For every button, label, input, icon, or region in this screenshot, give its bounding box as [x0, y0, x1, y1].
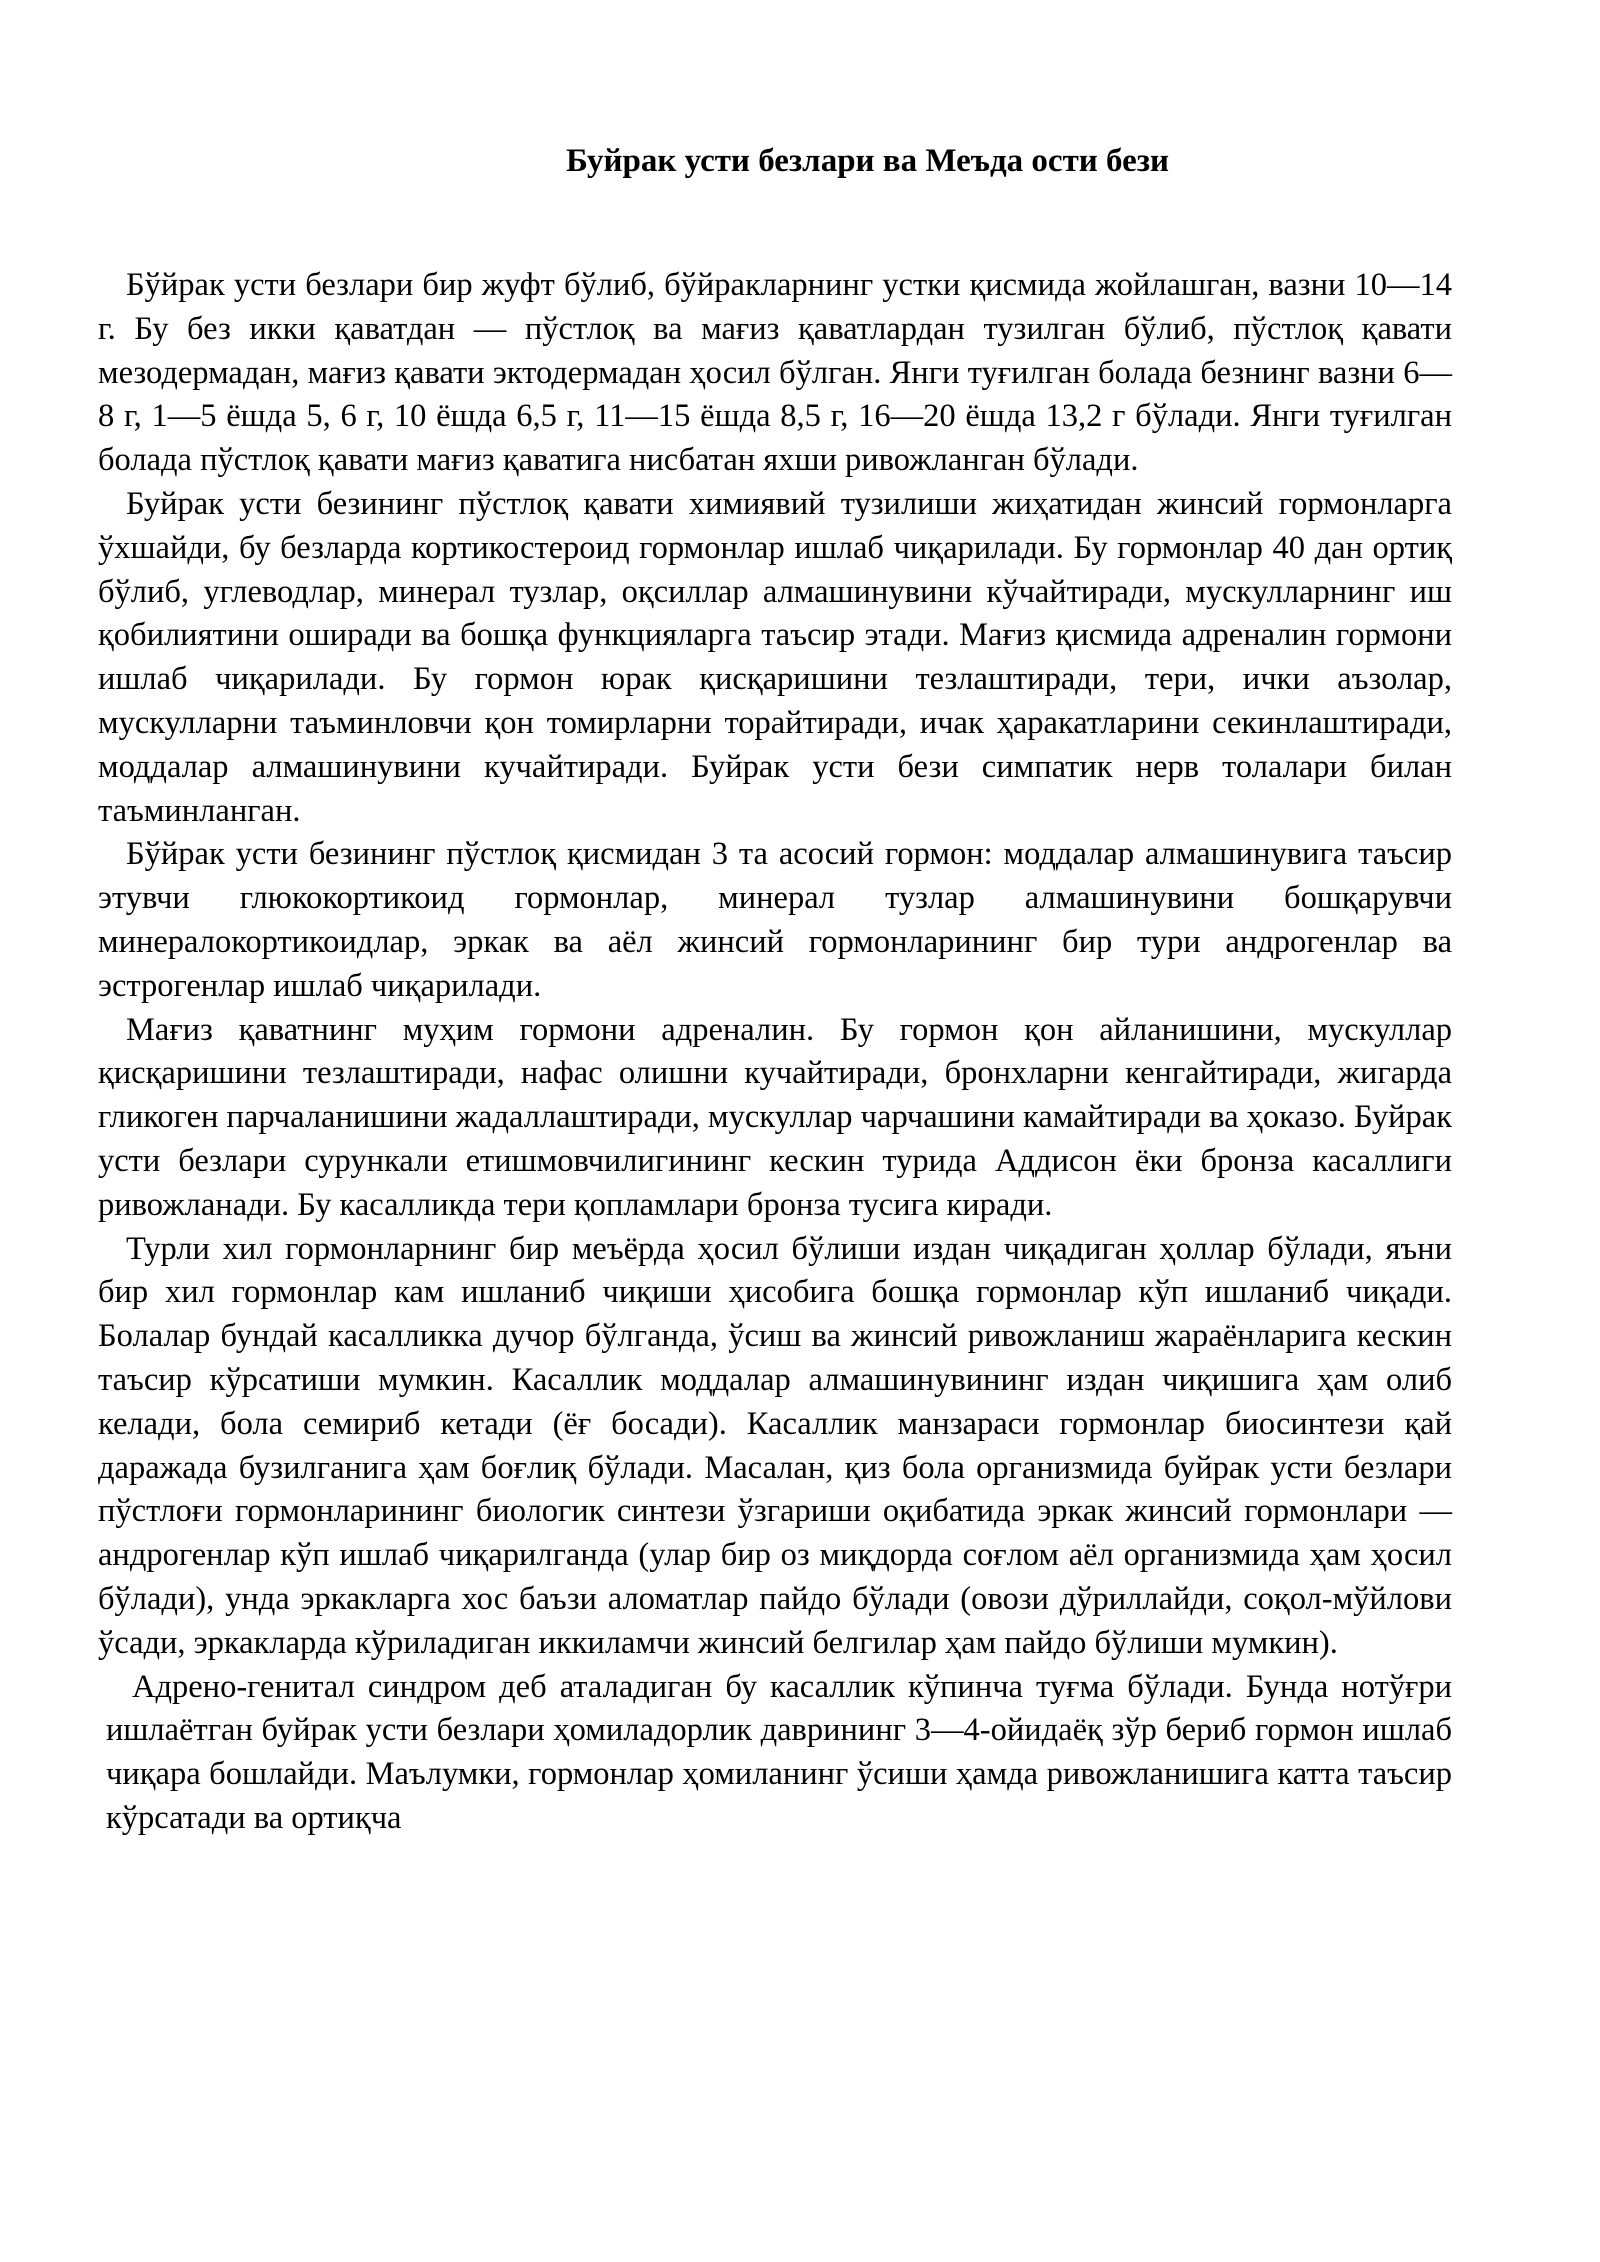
document-title: Буйрак усти безлари ва Меъда ости бези: [565, 143, 1170, 179]
paragraph: Мағиз қаватнинг муҳим гормони адреналин. Бу гормон қон айланишини, мускуллар қисқаришини тезлаштиради, нафас олишни кучайтиради, бронхларни кенгайтиради, жигарда гликоген парчаланишини жадаллаштиради, мускуллар чарчашини камайтиради ва ҳоказо. Буйрак усти безлари сурункали етишмовчилигининг кескин турида Аддисон ёки бронза касаллиги ривожланади. Бу касалликда тери қопламлари бронза тусига киради.: [98, 1011, 1453, 1223]
paragraph: Буйрак усти безининг пўстлоқ қавати химиявий тузилиши жиҳатидан жинсий гормонларга ўхшайди, бу безларда кортикостероид гормонлар ишлаб чиқарилади. Бу гормонлар 40 дан ортиқ бўлиб, углеводлар, минерал тузлар, оқсиллар алмашинувини кўчайтиради, мускулларнинг иш қобилиятини оширади ва бошқа функцияларга таъсир этади. Мағиз қисмида адреналин гормони ишлаб чиқарилади. Бу гормон юрак қисқаришини тезлаштиради, тери, ички аъзолар, мускулларни таъминловчи қон томирларни торайтиради, ичак ҳаракатларини секинлаштиради, моддалар алмашинувини кучайтиради. Буйрак усти бези симпатик нерв толалари билан таъминланган.: [98, 485, 1452, 829]
paragraph: Адрено-генитал синдром деб аталадиган бу касаллик кўпинча туғма бўлади. Бунда нотўғри ишлаётган буйрак усти безлари ҳомиладорлик даврининг 3—4-ойидаёқ зўр бериб гормон ишлаб чиқара бошлайди. Маълумки, гормонлар ҳомиланинг ўсиши ҳамда ривожланишига катта таъсир кўрсатади ва ортиқча: [106, 1668, 1452, 1836]
paragraph: Бўйрак усти безининг пўстлоқ қисмидан 3 та асосий гормон: моддалар алмашинувига таъсир этувчи глюкокортикоид гормонлар, минерал тузлар алмашинувини бошқарувчи минералокортикоидлар, эркак ва аёл жинсий гормонларининг бир тури андрогенлар ва эстрогенлар ишлаб чиқарилади.: [98, 836, 1452, 1004]
document-body: [98, 264, 1452, 1841]
paragraph: Бўйрак усти безлари бир жуфт бўлиб, бўйракларнинг устки қисмида жойлашган, вазни 10—14 г. Бу без икки қаватдан — пўстлоқ ва мағиз қаватлардан тузилган бўлиб, пўстлоқ қавати мезодермадан, мағиз қавати эктодермадан ҳосил бўлган. Янги туғилган болада безнинг вазни 6—8 г, 1—5 ёшда 5, 6 г, 10 ёшда 6,5 г, 11—15 ёшда 8,5 г, 16—20 ёшда 13,2 г бўлади. Янги туғилган болада пўстлоқ қавати мағиз қаватига нисбатан яхши ривожланган бўлади.: [98, 267, 1452, 479]
paragraph: Турли хил гормонларнинг бир меъёрда ҳосил бўлиши издан чиқадиган ҳоллар бўлади, яъни бир хил гормонлар кам ишланиб чиқиши ҳисобига бошқа гормонлар кўп ишланиб чиқади. Болалар бундай касалликка дучор бўлганда, ўсиш ва жинсий ривожланиш жараёнларига кескин таъсир кўрсатиши мумкин. Касаллик моддалар алмашинувининг издан чиқишига ҳам олиб келади, бола семириб кетади (ёғ босади). Касаллик манзараси гормонлар биосинтези қай даражада бузилганига ҳам боғлиқ бўлади. Масалан, қиз бола организмида буйрак усти безлари пўстлоғи гормонларининг биологик синтези ўзгариши оқибатида эркак жинсий гормонлари — андрогенлар кўп ишлаб чиқарилганда (улар бир оз миқдорда соғлом аёл организмида ҳам ҳосил бўлади), унда эркакларга хос баъзи аломатлар пайдо бўлади (овози дўриллайди, соқол-мўйлови ўсади, эркакларда кўриладиган иккиламчи жинсий белгилар ҳам пайдо бўлиши мумкин).: [98, 1230, 1452, 1661]
